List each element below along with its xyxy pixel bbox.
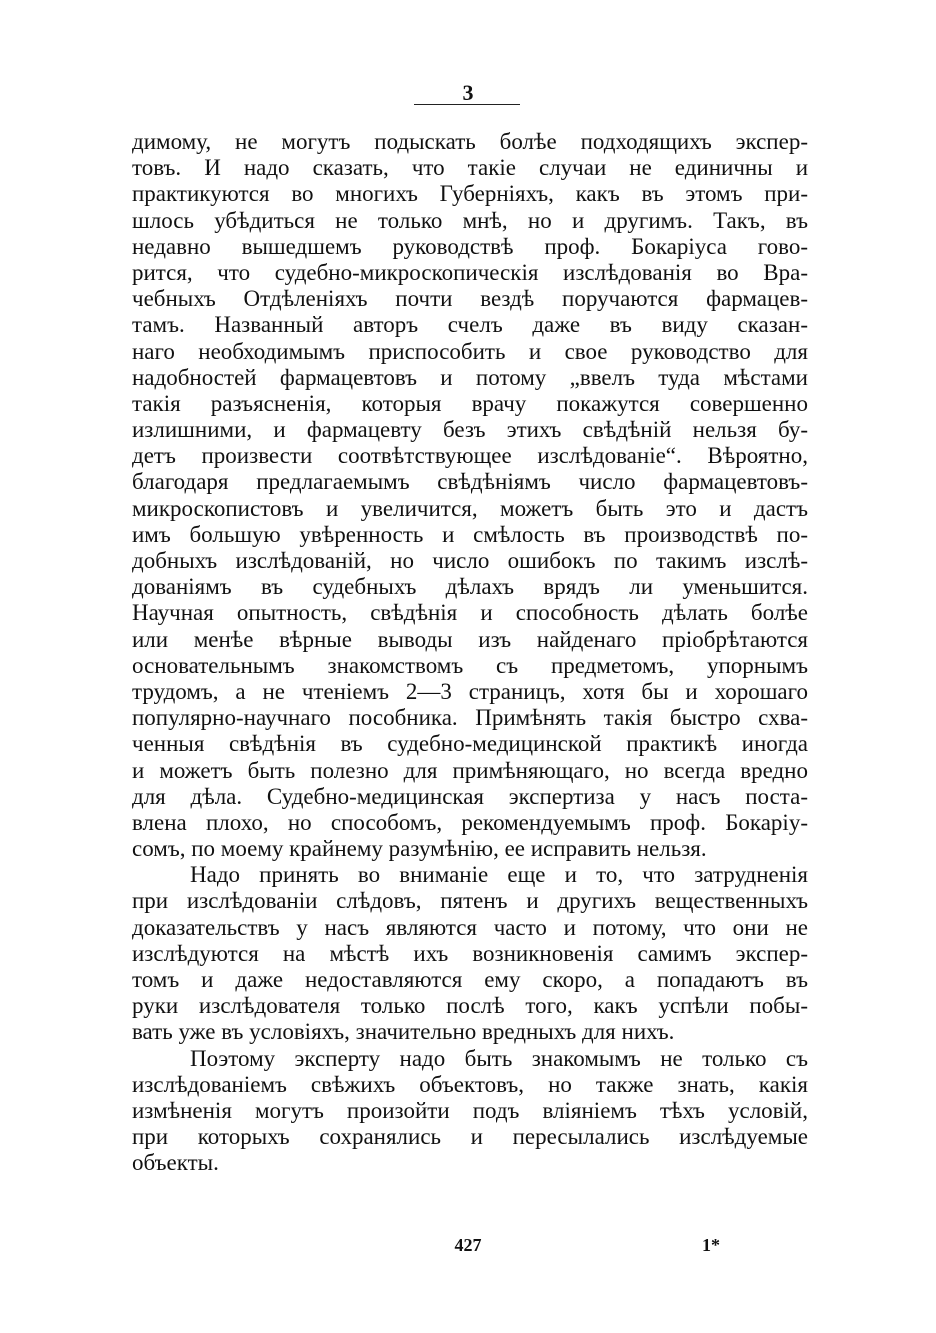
- text-line: благодаря предлагаемымъ свѣдѣніямъ число фармацевтовъ-: [132, 469, 808, 495]
- body-text: [132, 129, 808, 1177]
- text-line: изслѣдуются на мѣстѣ ихъ возникновенія самимъ экспер-: [132, 940, 808, 966]
- signature-mark: 1*: [702, 1235, 720, 1255]
- text-line: димому, не могутъ подыскать болѣе подходящихъ экспер-: [132, 129, 808, 154]
- text-line: тамъ. Названный авторъ счелъ даже въ виду сказан-: [132, 312, 808, 338]
- text-line: чебныхъ Отдѣленіяхъ почти вездѣ поручаются фармацев-: [132, 286, 808, 312]
- text-line: влена плохо, но способомъ, рекомендуемымъ проф. Бокаріу-: [132, 809, 808, 835]
- text-line: Надо принять во вниманіе еще и то, что затрудненія: [190, 862, 808, 888]
- text-line: руки изслѣдователя только послѣ того, какъ успѣли побы-: [132, 993, 808, 1019]
- text-line: такія разъясненія, которыя врачу покажутся совершенно: [132, 390, 808, 416]
- text-line: популярно-научнаго пособника. Примѣнять такія быстро схва-: [132, 705, 808, 731]
- text-line: Научная опытность, свѣдѣнія и способность дѣлать болѣе: [132, 600, 808, 626]
- text-line: основательнымъ знакомствомъ съ предметомъ, упорнымъ: [132, 652, 808, 678]
- text-line: объекты.: [132, 1150, 219, 1176]
- text-line: недавно вышедшемъ руководствѣ проф. Бокаріуса гово-: [132, 233, 808, 259]
- text-line: при изслѣдованіи слѣдовъ, пятенъ и другихъ вещественныхъ: [132, 888, 808, 914]
- page-number: 3: [462, 80, 474, 105]
- text-line: добныхъ изслѣдованій, но число ошибокъ по такимъ изслѣ-: [132, 548, 808, 573]
- text-line: надобностей фармацевтовъ и потому „ввелъ туда мѣстами: [132, 364, 808, 390]
- text-line: излишними, и фармацевту безъ этихъ свѣдѣній нельзя бу-: [132, 417, 808, 443]
- text-line: или менѣе вѣрные выводы изъ найденаго пріобрѣтаются: [132, 626, 808, 652]
- text-line: детъ произвести соотвѣтствующее изслѣдованіе“. Вѣроятно,: [132, 443, 808, 469]
- text-line: изслѣдованіемъ свѣжихъ объектовъ, но также знать, какія: [132, 1071, 808, 1097]
- header-rule: [414, 104, 520, 105]
- text-line: шлось убѣдиться не только мнѣ, но и другимъ. Такъ, въ: [132, 207, 808, 233]
- text-line: и можетъ быть полезно для примѣняющаго, но всегда вредно: [132, 757, 808, 783]
- text-line: для дѣла. Судебно-медицинская экспертиза у насъ поста-: [132, 783, 808, 809]
- text-line: рится, что судебно-микроскопическія изслѣдованія во Вра-: [132, 259, 808, 285]
- text-line: ченныя свѣдѣнія въ судебно-медицинской практикѣ иногда: [132, 731, 808, 757]
- text-line: дованіямъ въ судебныхъ дѣлахъ врядъ ли уменьшится.: [132, 574, 808, 600]
- text-line: томъ и даже недоставляются ему скоро, а попадаютъ въ: [132, 967, 808, 992]
- text-line: микроскопистовъ и увеличится, можетъ быть это и дастъ: [132, 495, 808, 521]
- sheet-number: 427: [454, 1235, 482, 1255]
- text-line: практикуются во многихъ Губерніяхъ, какъ въ этомъ при-: [132, 181, 808, 207]
- text-line: товъ. И надо сказать, что такіе случаи не единичны и: [132, 155, 808, 181]
- text-line: при которыхъ сохранялись и пересылались изслѣдуемые: [132, 1124, 808, 1150]
- text-line: наго необходимымъ приспособить и свое руководство для: [132, 338, 808, 364]
- text-line: имъ большую увѣренность и смѣлость въ производствѣ по-: [132, 521, 808, 547]
- text-line: сомъ, по моему крайнему разумѣнію, ее исправить нельзя.: [132, 836, 707, 862]
- text-line: измѣненія могутъ произойти подъ вліяніемъ тѣхъ условій,: [132, 1097, 808, 1123]
- text-line: вать уже въ условіяхъ, значительно вредныхъ для нихъ.: [132, 1019, 675, 1045]
- text-line: доказательствъ у насъ являются часто и потому, что они не: [132, 914, 808, 940]
- text-line: Поэтому эксперту надо быть знакомымъ не только съ: [190, 1045, 808, 1071]
- text-line: трудомъ, а не чтеніемъ 2—3 страницъ, хотя бы и хорошаго: [132, 678, 808, 704]
